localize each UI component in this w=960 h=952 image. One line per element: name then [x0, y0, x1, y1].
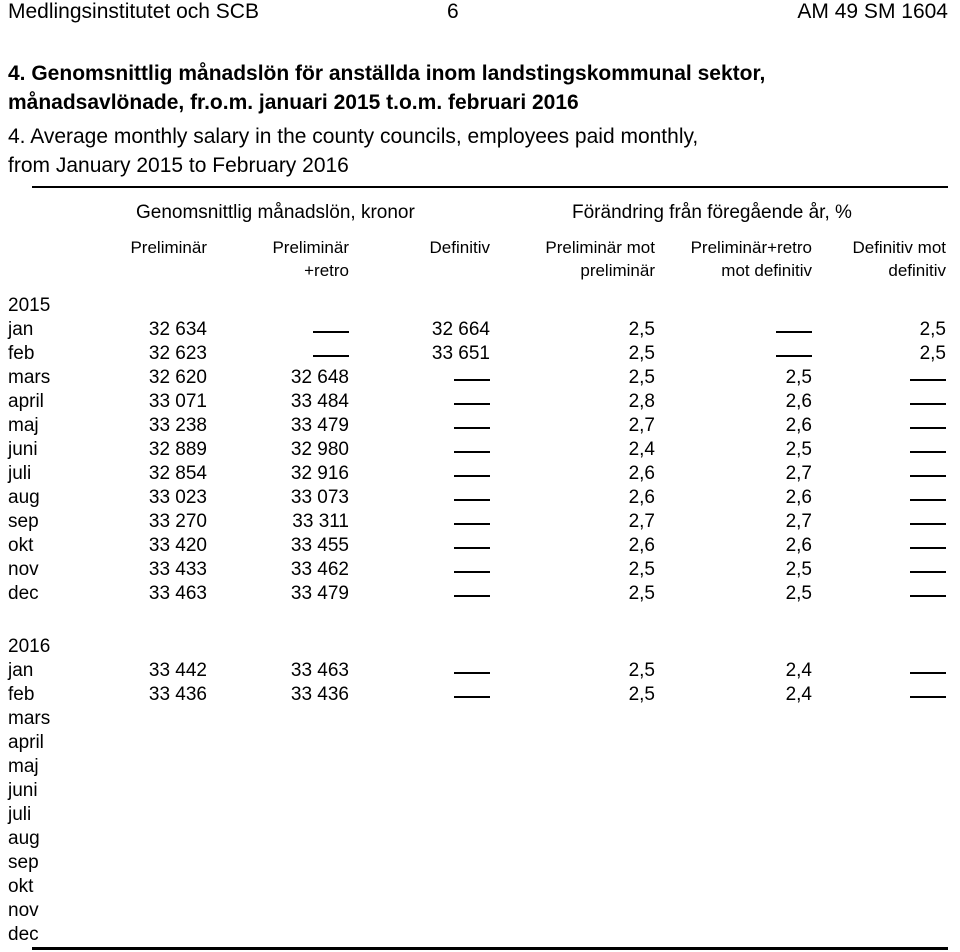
month-label: jan: [8, 660, 34, 681]
title-swedish-line2: månadsavlönade, fr.o.m. januari 2015 t.o.m. februari 2016: [8, 91, 579, 114]
month-label: sep: [8, 852, 39, 873]
table-cell: 2,5: [785, 439, 812, 460]
table-cell: 2,5: [628, 583, 655, 604]
table-cell: 2,6: [628, 535, 655, 556]
table-cell: 33 442: [148, 660, 207, 681]
column-header-line2: preliminär: [580, 261, 655, 280]
table-cell: 2,5: [628, 367, 655, 388]
dash-mark: [313, 331, 349, 333]
month-label: okt: [8, 876, 34, 897]
table-cell: 33 651: [431, 343, 490, 364]
column-header-line2: definitiv: [888, 261, 946, 280]
dash-mark: [776, 355, 812, 357]
dash-mark: [454, 403, 490, 405]
month-label: juni: [8, 439, 38, 460]
table-cell: 32 623: [148, 343, 207, 364]
dash-mark: [910, 571, 946, 573]
table-cell: 2,5: [628, 343, 655, 364]
dash-mark: [776, 331, 812, 333]
dash-mark: [454, 379, 490, 381]
month-label: nov: [8, 900, 39, 921]
table-cell: 2,5: [628, 684, 655, 705]
table-cell: 33 455: [290, 535, 349, 556]
column-header-line1: Preliminär+retro: [690, 238, 812, 257]
table-cell: 32 854: [148, 463, 207, 484]
table-cell: 2,5: [785, 583, 812, 604]
dash-mark: [454, 499, 490, 501]
table-cell: 2,6: [785, 391, 812, 412]
table-cell: 2,4: [785, 660, 812, 681]
dash-mark: [454, 571, 490, 573]
report-id: AM 49 SM 1604: [797, 0, 948, 23]
dash-mark: [910, 451, 946, 453]
month-label: okt: [8, 535, 34, 556]
column-header-line2: +retro: [304, 261, 349, 280]
column-header-line2: mot definitiv: [721, 261, 812, 280]
month-label: maj: [8, 756, 39, 777]
table-cell: 33 462: [290, 559, 349, 580]
dash-mark: [910, 696, 946, 698]
table-cell: 33 479: [290, 583, 349, 604]
table-cell: 33 484: [290, 391, 349, 412]
table-cell: 2,7: [628, 415, 655, 436]
column-header-line1: Definitiv mot: [852, 238, 946, 257]
month-label: sep: [8, 511, 39, 532]
month-label: feb: [8, 684, 35, 705]
dash-mark: [910, 547, 946, 549]
month-label: nov: [8, 559, 39, 580]
month-label: juni: [8, 780, 38, 801]
table-cell: 33 071: [148, 391, 207, 412]
table-cell: 2,5: [919, 343, 946, 364]
table-cell: 2,6: [785, 415, 812, 436]
table-top-rule: [32, 186, 948, 188]
table-cell: 32 648: [290, 367, 349, 388]
month-label: juli: [8, 463, 32, 484]
month-label: aug: [8, 487, 40, 508]
table-cell: 2,7: [785, 511, 812, 532]
dash-mark: [910, 672, 946, 674]
table-cell: 2,5: [785, 367, 812, 388]
table-cell: 32 980: [290, 439, 349, 460]
column-header-line1: Preliminär mot: [545, 238, 655, 257]
table-cell: 32 620: [148, 367, 207, 388]
table-cell: 32 889: [148, 439, 207, 460]
month-label: juli: [8, 804, 32, 825]
table-cell: 33 073: [290, 487, 349, 508]
month-label: feb: [8, 343, 35, 364]
dash-mark: [910, 475, 946, 477]
table-cell: 33 436: [290, 684, 349, 705]
month-label: maj: [8, 415, 39, 436]
table-cell: 2,6: [628, 487, 655, 508]
title-english-line2: from January 2015 to February 2016: [8, 154, 349, 177]
month-label: dec: [8, 924, 39, 945]
header-institute: Medlingsinstitutet och SCB: [8, 0, 259, 23]
dash-mark: [454, 672, 490, 674]
dash-mark: [313, 355, 349, 357]
table-cell: 2,5: [628, 559, 655, 580]
table-cell: 2,5: [919, 319, 946, 340]
table-cell: 2,4: [785, 684, 812, 705]
dash-mark: [910, 379, 946, 381]
table-cell: 2,6: [628, 463, 655, 484]
month-label: dec: [8, 583, 39, 604]
month-label: april: [8, 391, 44, 412]
column-header-line1: Preliminär: [272, 238, 349, 257]
table-cell: 2,6: [785, 535, 812, 556]
table-cell: 32 634: [148, 319, 207, 340]
dash-mark: [454, 595, 490, 597]
dash-mark: [454, 547, 490, 549]
dash-mark: [910, 403, 946, 405]
table-cell: 2,7: [785, 463, 812, 484]
table-cell: 33 479: [290, 415, 349, 436]
table-cell: 2,6: [785, 487, 812, 508]
table-cell: 2,5: [785, 559, 812, 580]
dash-mark: [454, 696, 490, 698]
table-cell: 33 270: [148, 511, 207, 532]
table-cell: 33 463: [290, 660, 349, 681]
table-cell: 33 420: [148, 535, 207, 556]
table-cell: 2,8: [628, 391, 655, 412]
dash-mark: [454, 427, 490, 429]
month-label: aug: [8, 828, 40, 849]
month-label: april: [8, 732, 44, 753]
table-cell: 33 433: [148, 559, 207, 580]
dash-mark: [454, 523, 490, 525]
title-english-line1: 4. Average monthly salary in the county councils, employees paid monthly,: [8, 125, 699, 148]
title-swedish-line1: 4. Genomsnittlig månadslön för anställda inom landstingskommunal sektor,: [8, 62, 766, 85]
group-header-change: Förändring från föregående år, %: [572, 202, 852, 223]
table-cell: 33 238: [148, 415, 207, 436]
year-label: 2015: [8, 295, 51, 316]
table-cell: 2,4: [628, 439, 655, 460]
page-number: 6: [447, 0, 459, 23]
dash-mark: [910, 499, 946, 501]
dash-mark: [910, 523, 946, 525]
month-label: jan: [8, 319, 34, 340]
table-cell: 2,5: [628, 660, 655, 681]
dash-mark: [454, 451, 490, 453]
month-label: mars: [8, 367, 51, 388]
table-cell: 33 311: [292, 511, 349, 532]
column-header-line1: Definitiv: [429, 238, 490, 257]
table-cell: 32 664: [431, 319, 490, 340]
table-cell: 33 436: [148, 684, 207, 705]
table-cell: 33 463: [148, 583, 207, 604]
table-cell: 32 916: [290, 463, 349, 484]
table-cell: 2,7: [628, 511, 655, 532]
table-cell: 2,5: [628, 319, 655, 340]
table-cell: 33 023: [148, 487, 207, 508]
table-bottom-rule: [32, 947, 948, 950]
column-header-line1: Preliminär: [130, 238, 207, 257]
dash-mark: [910, 595, 946, 597]
month-label: mars: [8, 708, 51, 729]
group-header-salary: Genomsnittlig månadslön, kronor: [136, 202, 415, 223]
dash-mark: [910, 427, 946, 429]
dash-mark: [454, 475, 490, 477]
year-label: 2016: [8, 636, 51, 657]
